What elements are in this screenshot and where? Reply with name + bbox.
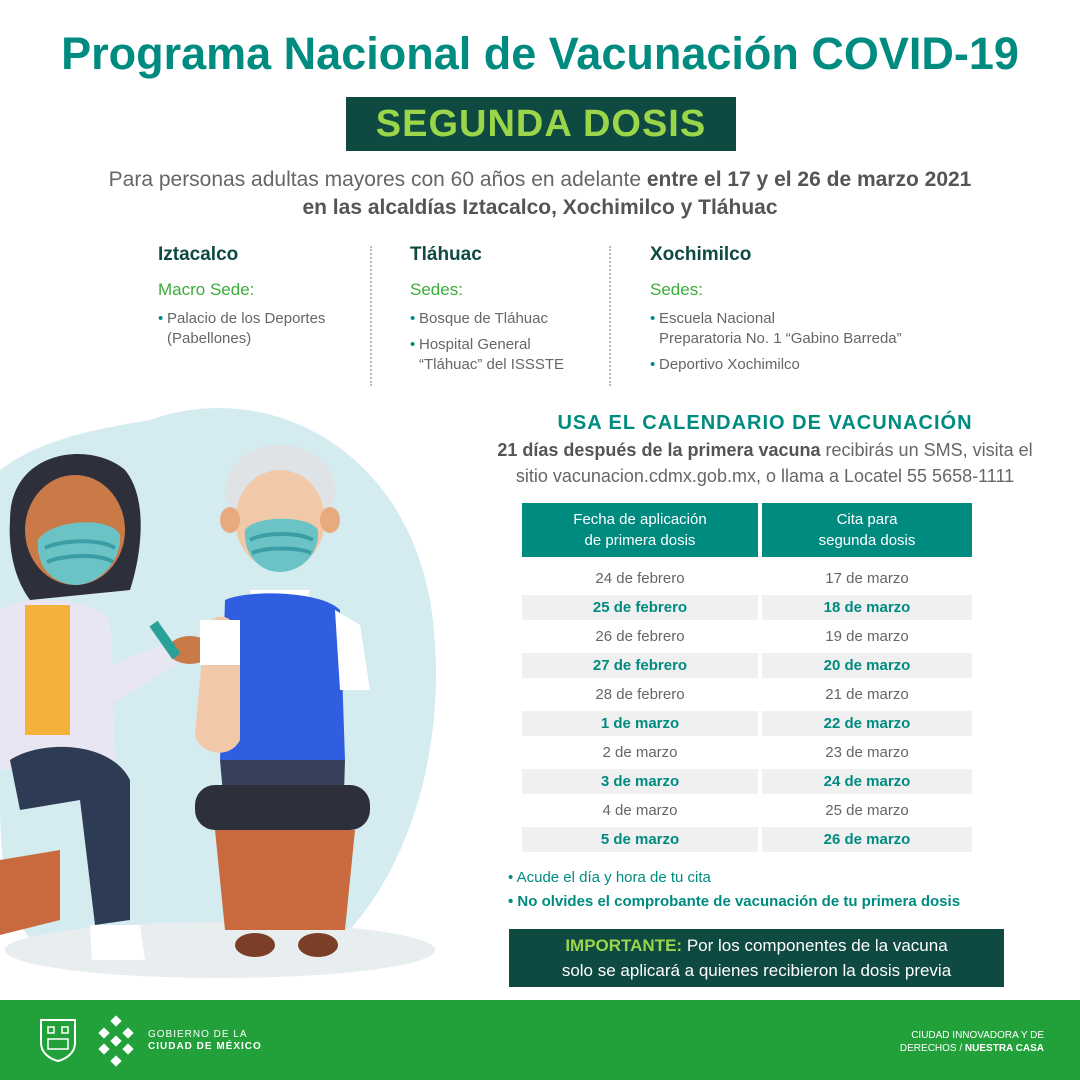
nurse-shoe — [90, 925, 145, 960]
subtitle-plain: Para personas adultas mayores con 60 años en adelante — [108, 168, 647, 191]
vaccination-calendar-table — [522, 503, 972, 852]
alcaldia-name: Iztacalco — [158, 244, 239, 265]
nurse-shirt — [25, 605, 70, 735]
alcaldia-iztacalco — [158, 244, 325, 355]
table-row: 3 de marzo 24 de marzo — [522, 769, 972, 794]
sede-label: Sedes: — [410, 280, 463, 299]
header-first-dose: Fecha de aplicación de primera dosis — [522, 503, 758, 557]
header-second-dose: Cita para segunda dosis — [762, 503, 972, 557]
subtitle-alcaldias: en las alcaldías Iztacalco, Xochimilco y Tláhuac — [302, 196, 778, 219]
column-divider — [609, 246, 611, 386]
footer — [0, 1000, 1080, 1080]
note-item: • No olvides el comprobante de vacunación de tu primera dosis — [508, 893, 961, 910]
stool-legs — [215, 830, 355, 930]
sede-label: Macro Sede: — [158, 280, 255, 299]
alcaldia-xochimilco — [650, 244, 902, 381]
patient-shoe — [298, 933, 338, 957]
coat-of-arms-icon — [38, 1017, 78, 1063]
notes-list — [508, 866, 960, 914]
sede-item: • Hospital General “Tláhuac” del ISSSTE — [410, 335, 564, 375]
alcaldia-tlahuac — [410, 244, 564, 381]
calendar-text: 21 días después de la primera vacuna recibirás un SMS, visita el sitio vacunacion.cdmx.gob.mx, o llama a Locatel 55 5658-1111 — [497, 440, 1033, 486]
table-row: 1 de marzo 22 de marzo — [522, 711, 972, 736]
table-row: 2 de marzo 23 de marzo — [602, 744, 909, 761]
slogan: CIUDAD INNOVADORA Y DE DERECHOS / NUESTRA CASA — [899, 1030, 1044, 1054]
subtitle-dates: entre el 17 y el 26 de marzo 2021 — [646, 168, 972, 191]
important-label: IMPORTANTE: — [565, 936, 683, 955]
gov-name: GOBIERNO DE LA CIUDAD DE MÉXICO — [148, 1029, 262, 1052]
cdmx-logo-icon — [92, 1015, 140, 1067]
patient-stool — [195, 785, 370, 830]
table-row: 27 de febrero 20 de marzo — [522, 653, 972, 678]
table-row: 24 de febrero 17 de marzo — [595, 570, 909, 587]
alcaldia-name: Xochimilco — [650, 244, 752, 265]
sede-item: • Bosque de Tláhuac — [410, 309, 564, 329]
table-row: 4 de marzo 25 de marzo — [602, 802, 909, 819]
calendar-title: USA EL CALENDARIO DE VACUNACIÓN — [557, 412, 973, 434]
floor-shadow — [5, 922, 435, 978]
sede-item: • Escuela Nacional Preparatoria No. 1 “Gabino Barreda” — [650, 309, 902, 349]
sede-label: Sedes: — [650, 280, 703, 299]
important-box: IMPORTANTE: Por los componentes de la vacuna solo se aplicará a quienes recibieron la dosis previa — [509, 929, 1004, 987]
sede-item: • Palacio de los Deportes (Pabellones) — [158, 309, 325, 349]
note-item: • Acude el día y hora de tu cita — [508, 869, 711, 886]
nurse-stool — [0, 850, 60, 935]
patient-sleeve — [200, 620, 240, 665]
table-row: 25 de febrero 18 de marzo — [522, 595, 972, 620]
sede-item: • Deportivo Xochimilco — [650, 355, 902, 375]
table-row: 5 de marzo 26 de marzo — [522, 827, 972, 852]
table-header — [522, 503, 972, 557]
patient-shoe — [235, 933, 275, 957]
table-row: 26 de febrero 19 de marzo — [595, 628, 909, 645]
table-row: 28 de febrero 21 de marzo — [595, 686, 909, 703]
column-divider — [370, 246, 372, 386]
page-title: Programa Nacional de Vacunación COVID-19 — [61, 28, 1019, 79]
alcaldia-name: Tláhuac — [410, 244, 482, 265]
vaccination-illustration — [0, 400, 450, 1000]
segunda-dosis-badge: SEGUNDA DOSIS — [346, 97, 736, 151]
subtitle — [0, 166, 1080, 222]
